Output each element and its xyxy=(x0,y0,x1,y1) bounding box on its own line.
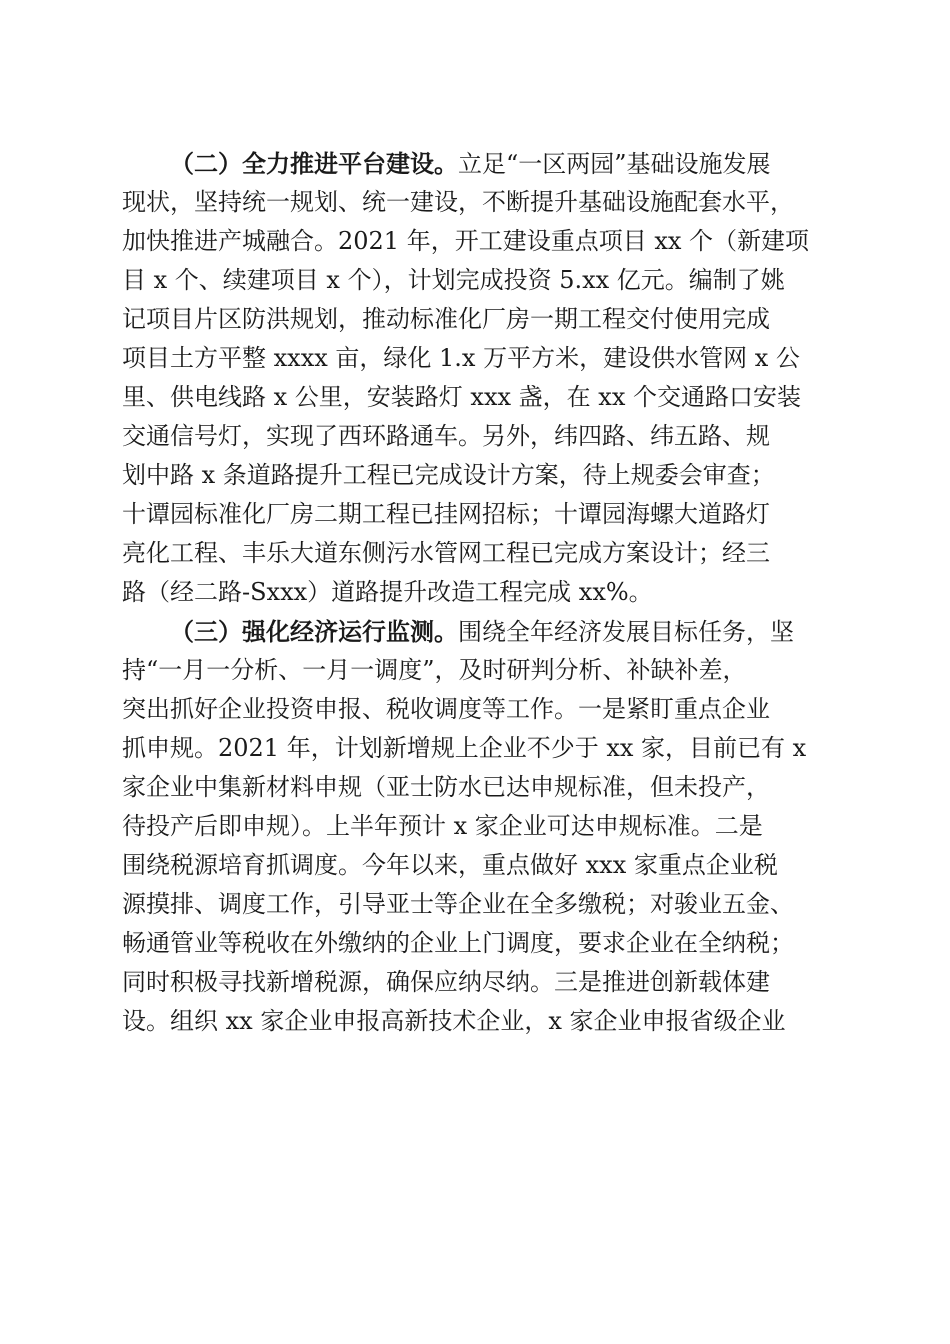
section-3-line: 同时积极寻找新增税源，确保应纳尽纳。三是推进创新载体建 xyxy=(122,968,770,996)
section-2-line: 立足“一区两园”基础设施发展 xyxy=(458,150,771,178)
section-2-heading: （二）全力推进平台建设。 xyxy=(170,149,458,178)
section-3-line: 源摸排、调度工作，引导亚士等企业在全多缴税；对骏业五金、 xyxy=(122,890,794,918)
section-3-line: 持“一月一分析、一月一调度”，及时研判分析、补缺补差， xyxy=(122,656,747,684)
section-2-line: 划中路 x 条道路提升工程已完成设计方案，待上规委会审查； xyxy=(122,461,775,489)
section-3-line: 待投产后即申规）。上半年预计 x 家企业可达申规标准。二是 xyxy=(122,812,763,840)
section-3-line: 围绕全年经济发展目标任务，坚 xyxy=(458,618,794,646)
section-3-line: 抓申规。2021 年，计划新增规上企业不少于 xx 家，目前已有 x xyxy=(122,734,807,762)
section-3-line: 围绕税源培育抓调度。今年以来，重点做好 xxx 家重点企业税 xyxy=(122,851,778,879)
body-text xyxy=(122,144,830,1041)
section-2-line: 目 x 个、续建项目 x 个），计划完成投资 5.xx 亿元。编制了姚 xyxy=(122,266,785,294)
section-3-line: 畅通管业等税收在外缴纳的企业上门调度，要求企业在全纳税； xyxy=(122,929,794,957)
section-3-line: 设。组织 xx 家企业申报高新技术企业，x 家企业申报省级企业 xyxy=(122,1007,786,1035)
section-2-line: 十谭园标准化厂房二期工程已挂网招标；十谭园海螺大道路灯 xyxy=(122,500,770,528)
section-2-first-line xyxy=(170,144,830,183)
section-3-line: 突出抓好企业投资申报、税收调度等工作。一是紧盯重点企业 xyxy=(122,695,770,723)
section-2-line: 记项目片区防洪规划，推动标准化厂房一期工程交付使用完成 xyxy=(122,305,770,333)
section-2-line: 加快推进产城融合。2021 年，开工建设重点项目 xx 个（新建项 xyxy=(122,227,810,255)
section-3-line: 家企业中集新材料申规（亚士防水已达申规标准，但未投产， xyxy=(122,773,770,801)
section-3-first-line xyxy=(170,612,830,651)
section-2-line: 里、供电线路 x 公里，安装路灯 xxx 盏，在 xx 个交通路口安装 xyxy=(122,383,801,411)
section-2-line: 现状，坚持统一规划、统一建设，不断提升基础设施配套水平， xyxy=(122,188,794,216)
section-2-line: 亮化工程、丰乐大道东侧污水管网工程已完成方案设计；经三 xyxy=(122,539,770,567)
section-2-line: 项目土方平整 xxxx 亩，绿化 1.x 万平方米，建设供水管网 x 公 xyxy=(122,344,800,372)
section-3-heading: （三）强化经济运行监测。 xyxy=(170,617,458,646)
section-2-line: 交通信号灯，实现了西环路通车。另外，纬四路、纬五路、规 xyxy=(122,422,770,450)
section-2-line: 路（经二路-Sxxx）道路提升改造工程完成 xx%。 xyxy=(122,578,653,606)
